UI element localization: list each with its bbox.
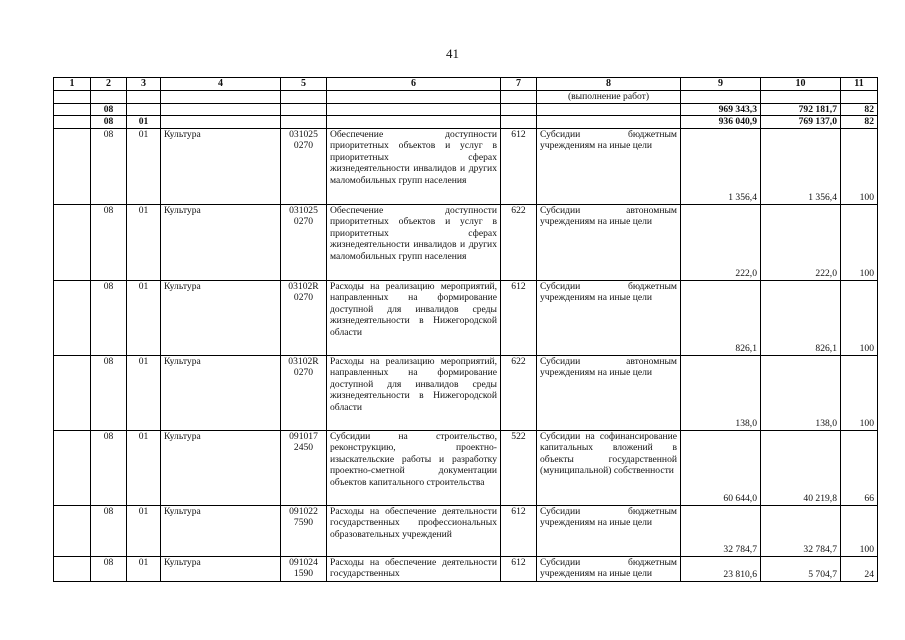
percent: 82: [841, 103, 878, 116]
expense-type-name: Субсидии бюджетным учреждениям на иные цели: [537, 128, 681, 204]
expense-type-name: Субсидии автономным учреждениям на иные цели: [537, 204, 681, 280]
col-header-3: 3: [127, 78, 161, 91]
summary-row-subsection: [54, 116, 878, 129]
percent: 82: [841, 116, 878, 129]
expense-type-name: Субсидии на софинансирование капитальных вложений в объекты государственной (муниципальной) собственности: [537, 430, 681, 505]
col-header-11: 11: [841, 78, 878, 91]
subsection-code: 01: [127, 505, 161, 556]
summary-row-section: [54, 103, 878, 116]
actual-amount: 32 784,7: [761, 505, 841, 556]
expense-description: Расходы на реализацию мероприятий, направленных на формирование доступной для инвалидов среды жизнедеятельности в Нижегородской области: [327, 280, 501, 355]
subsection-code: 01: [127, 204, 161, 280]
expense-type-code: 612: [501, 556, 537, 581]
section-code: 08: [91, 103, 127, 116]
scan-artifact: [487, 628, 887, 636]
detail-rows: [54, 128, 878, 581]
section-name: Культура: [161, 556, 281, 581]
expense-type-code: 622: [501, 355, 537, 430]
section-code: 08: [91, 556, 127, 581]
planned-amount: 32 784,7: [681, 505, 761, 556]
actual-amount: 5 704,7: [761, 556, 841, 581]
col-header-4: 4: [161, 78, 281, 91]
planned-amount: 222,0: [681, 204, 761, 280]
subsection-code: 01: [127, 355, 161, 430]
table-row: [54, 128, 878, 204]
section-code: 08: [91, 204, 127, 280]
expense-description: Расходы на реализацию мероприятий, направленных на формирование доступной для инвалидов среды жизнедеятельности в Нижегородской области: [327, 355, 501, 430]
subsection-code: 01: [127, 556, 161, 581]
actual-amount: 1 356,4: [761, 128, 841, 204]
expense-type-code: 612: [501, 280, 537, 355]
table-row: [54, 556, 878, 581]
percent: 100: [841, 505, 878, 556]
expense-description: Расходы на обеспечение деятельности государственных профессиональных образовательных учреждений: [327, 505, 501, 556]
section-name: Культура: [161, 204, 281, 280]
continuation-text: (выполнение работ): [537, 91, 681, 104]
subsection-code: [127, 103, 161, 116]
planned-amount: 138,0: [681, 355, 761, 430]
section-name: Культура: [161, 128, 281, 204]
expense-type-name: Субсидии бюджетным учреждениям на иные цели: [537, 280, 681, 355]
percent: 66: [841, 430, 878, 505]
planned-amount: 23 810,6: [681, 556, 761, 581]
section-name: Культура: [161, 355, 281, 430]
target-article-code: 031025 0270: [281, 204, 327, 280]
actual-amount: 826,1: [761, 280, 841, 355]
target-article-code: 091022 7590: [281, 505, 327, 556]
col-header-5: 5: [281, 78, 327, 91]
percent: 100: [841, 204, 878, 280]
expense-description: Расходы на обеспечение деятельности государственных: [327, 556, 501, 581]
planned-amount: 936 040,9: [681, 116, 761, 129]
target-article-code: 03102R 0270: [281, 280, 327, 355]
section-code: 08: [91, 505, 127, 556]
page-number: 41: [446, 46, 459, 61]
col-header-9: 9: [681, 78, 761, 91]
expense-type-code: 612: [501, 505, 537, 556]
col-header-7: 7: [501, 78, 537, 91]
actual-amount: 40 219,8: [761, 430, 841, 505]
planned-amount: 826,1: [681, 280, 761, 355]
table-row: [54, 505, 878, 556]
header-row: [54, 78, 878, 91]
target-article-code: 091017 2450: [281, 430, 327, 505]
planned-amount: 969 343,3: [681, 103, 761, 116]
continuation-row: [54, 91, 878, 104]
actual-amount: 769 137,0: [761, 116, 841, 129]
target-article-code: 031025 0270: [281, 128, 327, 204]
percent: 24: [841, 556, 878, 581]
section-code: 08: [91, 116, 127, 129]
percent: 100: [841, 280, 878, 355]
subsection-code: 01: [127, 128, 161, 204]
section-name: Культура: [161, 505, 281, 556]
target-article-code: 03102R 0270: [281, 355, 327, 430]
expense-type-name: Субсидии автономным учреждениям на иные цели: [537, 355, 681, 430]
subsection-code: 01: [127, 430, 161, 505]
actual-amount: 138,0: [761, 355, 841, 430]
col-header-1: 1: [54, 78, 91, 91]
section-code: 08: [91, 128, 127, 204]
subsection-code: 01: [127, 116, 161, 129]
col-header-10: 10: [761, 78, 841, 91]
expense-description: Обеспечение доступности приоритетных объектов и услуг в приоритетных сферах жизнедеятельности инвалидов и других маломобильных групп населения: [327, 204, 501, 280]
section-name: Культура: [161, 280, 281, 355]
table-row: [54, 280, 878, 355]
planned-amount: 60 644,0: [681, 430, 761, 505]
subsection-code: 01: [127, 280, 161, 355]
expense-type-name: Субсидии бюджетным учреждениям на иные цели: [537, 505, 681, 556]
expense-type-code: 622: [501, 204, 537, 280]
actual-amount: 222,0: [761, 204, 841, 280]
expense-description: Обеспечение доступности приоритетных объектов и услуг в приоритетных сферах жизнедеятельности инвалидов и других маломобильных групп населения: [327, 128, 501, 204]
section-name: Культура: [161, 430, 281, 505]
expense-description: Субсидии на строительство, реконструкцию, проектно-изыскательские работы и разработку проектно-сметной документации объектов капитального строительства: [327, 430, 501, 505]
expense-type-name: Субсидии бюджетным учреждениям на иные цели: [537, 556, 681, 581]
section-code: 08: [91, 430, 127, 505]
actual-amount: 792 181,7: [761, 103, 841, 116]
table-row: [54, 430, 878, 505]
percent: 100: [841, 355, 878, 430]
col-header-2: 2: [91, 78, 127, 91]
table-row: [54, 204, 878, 280]
percent: 100: [841, 128, 878, 204]
expense-type-code: 522: [501, 430, 537, 505]
planned-amount: 1 356,4: [681, 128, 761, 204]
section-code: 08: [91, 280, 127, 355]
col-header-6: 6: [327, 78, 501, 91]
section-code: 08: [91, 355, 127, 430]
table-row: [54, 355, 878, 430]
expense-type-code: 612: [501, 128, 537, 204]
col-header-8: 8: [537, 78, 681, 91]
target-article-code: 091024 1590: [281, 556, 327, 581]
budget-table: [53, 77, 878, 582]
